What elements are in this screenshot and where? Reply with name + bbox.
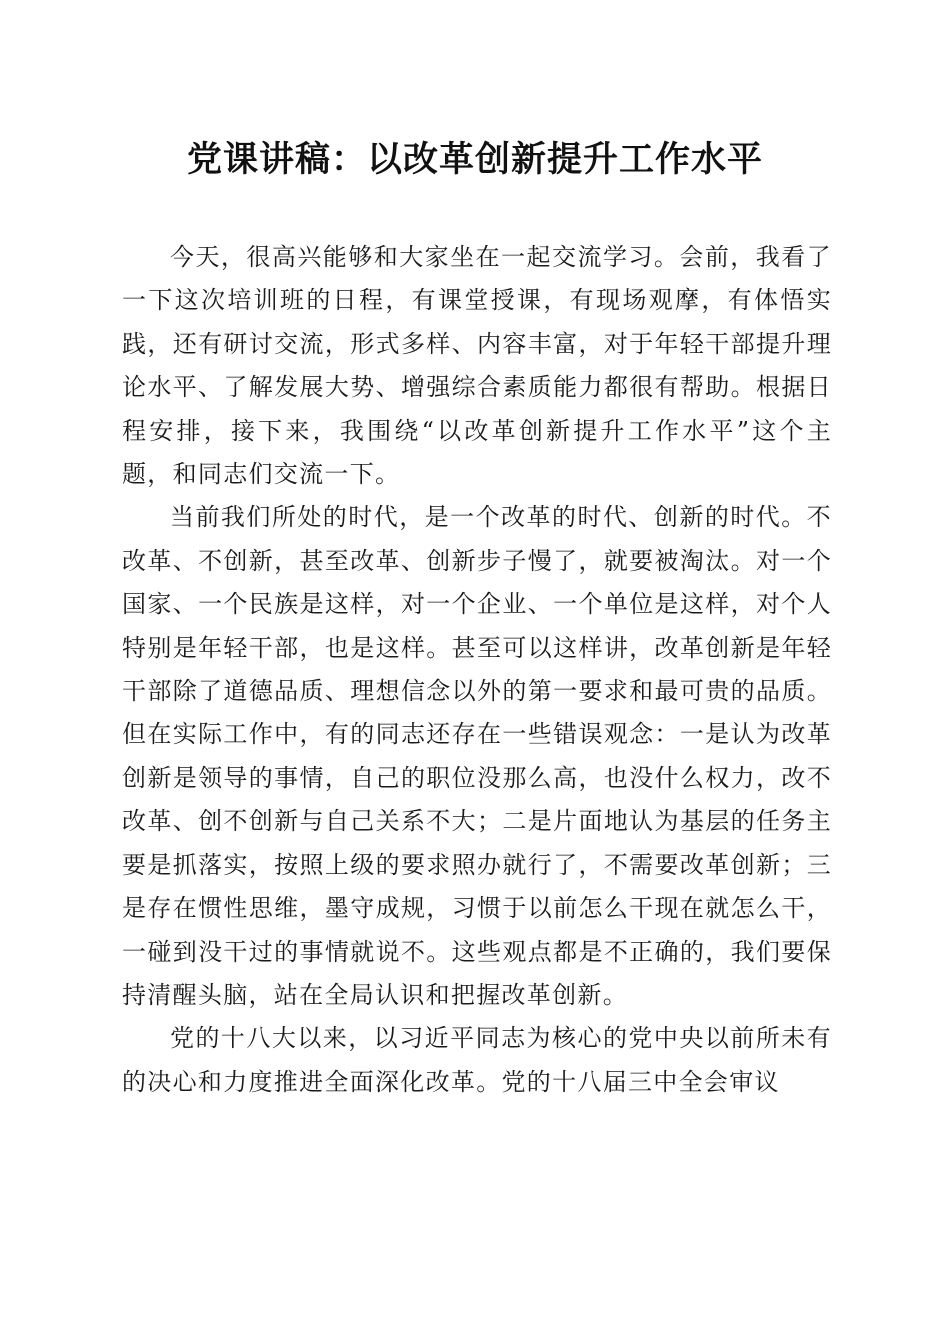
document-body <box>122 236 832 1104</box>
paragraph: 党的十八大以来，以习近平同志为核心的党中央以前所未有的决心和力度推进全面深化改革。党的十八届三中全会审议 <box>122 1024 832 1096</box>
paragraph: 当前我们所处的时代，是一个改革的时代、创新的时代。不改革、不创新，甚至改革、创新步子慢了，就要被淘汰。对一个国家、一个民族是这样，对一个企业、一个单位是这样，对个人特别是年轻干部，也是这样。甚至可以这样讲，改革创新是年轻干部除了道德品质、理想信念以外的第一要求和最可贵的品质。但在实际工作中，有的同志还存在一些错误观念：一是认为改革创新是领导的事情，自己的职位没那么高，也没什么权力，改不改革、创不创新与自己关系不大；二是片面地认为基层的任务主要是抓落实，按照上级的要求照办就行了，不需要改革创新；三是存在惯性思维，墨守成规，习惯于以前怎么干现在就怎么干，一碰到没干过的事情就说不。这些观点都是不正确的，我们要保持清醒头脑，站在全局认识和把握改革创新。 <box>122 503 832 1009</box>
document-title: 党课讲稿：以改革创新提升工作水平 <box>186 139 763 180</box>
paragraph: 今天，很高兴能够和大家坐在一起交流学习。会前，我看了一下这次培训班的日程，有课堂授课，有现场观摩，有体悟实践，还有研讨交流，形式多样、内容丰富，对于年轻干部提升理论水平、了解发展大势、增强综合素质能力都很有帮助。根据日程安排，接下来，我围绕“以改革创新提升工作水平”这个主题，和同志们交流一下。 <box>122 243 832 489</box>
